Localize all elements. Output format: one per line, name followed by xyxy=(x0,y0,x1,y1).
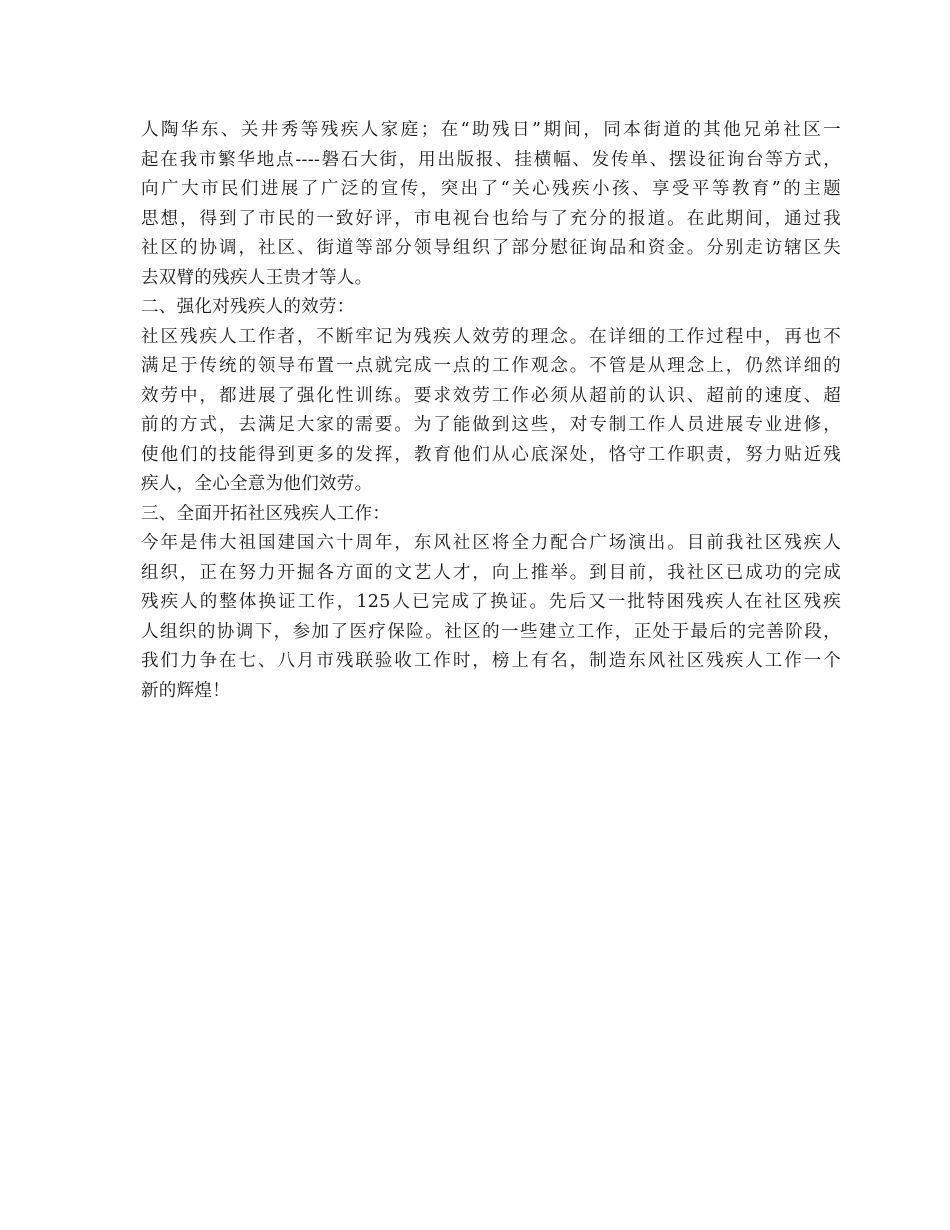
document-body xyxy=(141,116,841,706)
paragraph-line: 组织，正在努力开掘各方面的文艺人才，向上推举。到目前，我社区已成功的完成 xyxy=(141,562,841,583)
paragraph-line: 思想，得到了市民的一致好评，市电视台也给与了充分的报道。在此期间，通过我 xyxy=(141,208,841,229)
paragraph-line: 新的辉煌！ xyxy=(141,680,230,701)
paragraph-line: 去双臂的残疾人王贵才等人。 xyxy=(141,267,373,288)
paragraph-line: 我们力争在七、八月市残联验收工作时，榜上有名，制造东风社区残疾人工作一个 xyxy=(141,651,841,671)
paragraph-line: 前的方式，去满足大家的需要。为了能做到这些，对专制工作人员进展专业进修， xyxy=(141,415,841,435)
paragraph-line: 向广大市民们进展了广泛的宣传，突出了“关心残疾小孩、享受平等教育”的主题 xyxy=(141,179,841,199)
paragraph-line: 残疾人的整体换证工作，125人已完成了换证。先后又一批特困残疾人在社区残疾 xyxy=(141,592,841,612)
section-heading: 三、全面开拓社区残疾人工作： xyxy=(141,503,391,524)
paragraph-line: 社区残疾人工作者，不断牢记为残疾人效劳的理念。在详细的工作过程中，再也不 xyxy=(141,326,841,347)
paragraph-line: 效劳中，都进展了强化性训练。要求效劳工作必须从超前的认识、超前的速度、超 xyxy=(141,385,841,406)
paragraph-line: 使他们的技能得到更多的发挥，教育他们从心底深处，恪守工作职责，努力贴近残 xyxy=(141,444,841,465)
paragraph-line: 人组织的协调下，参加了医疗保险。社区的一些建立工作，正处于最后的完善阶段， xyxy=(141,621,841,642)
section-heading: 二、强化对残疾人的效劳： xyxy=(141,297,355,317)
paragraph-line: 起在我市繁华地点----磐石大街，用出版报、挂横幅、发传单、摆设征询台等方式， xyxy=(141,149,841,170)
paragraph-line: 疾人，全心全意为他们效劳。 xyxy=(141,474,373,494)
paragraph-line: 社区的协调，社区、街道等部分领导组织了部分慰征询品和资金。分别走访辖区失 xyxy=(141,238,841,258)
paragraph-line: 满足于传统的领导布置一点就完成一点的工作观念。不管是从理念上，仍然详细的 xyxy=(141,356,841,376)
paragraph-line: 今年是伟大祖国建国六十周年，东风社区将全力配合广场演出。目前我社区残疾人 xyxy=(141,533,841,553)
paragraph-line: 人陶华东、关井秀等残疾人家庭；在“助残日”期间，同本街道的其他兄弟社区一 xyxy=(141,120,841,140)
